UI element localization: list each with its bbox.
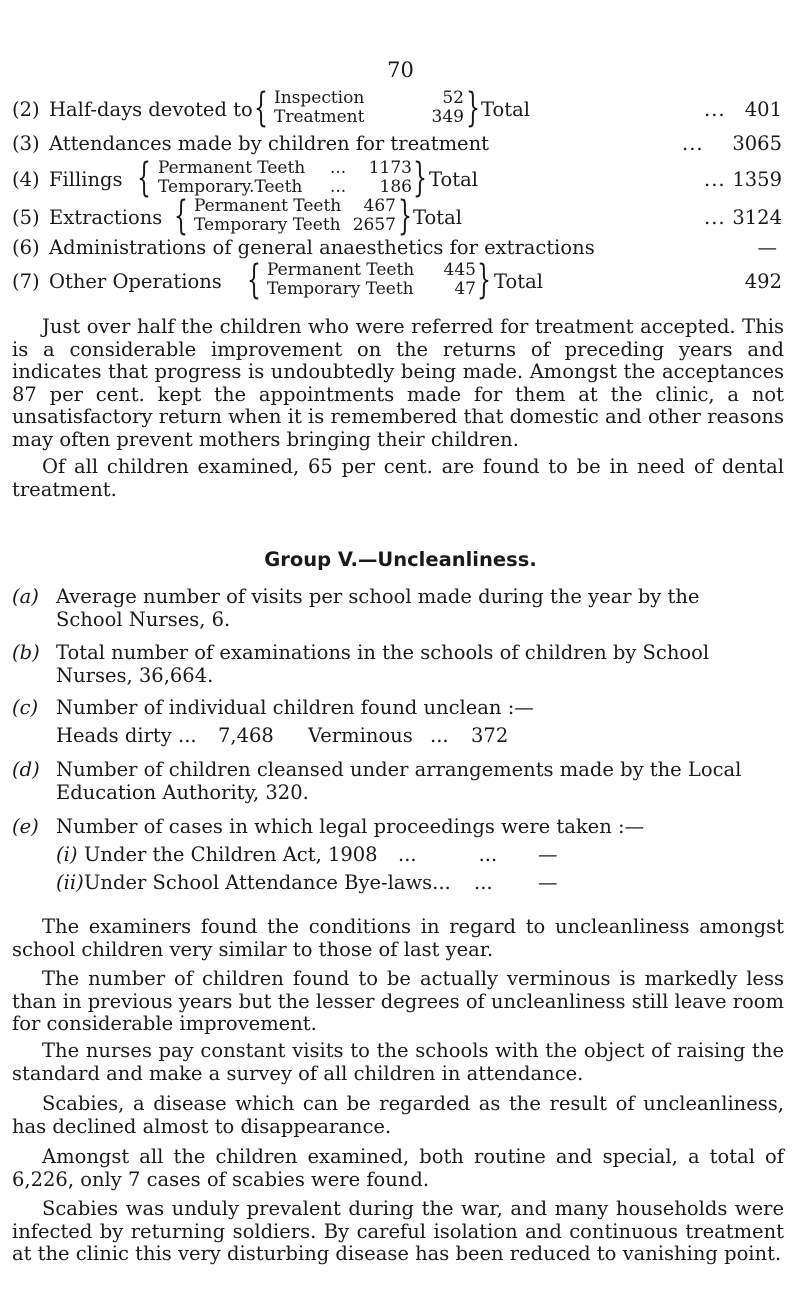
- table-row-fillings: [0, 155, 801, 201]
- row-label: Administrations of general anaesthetics for extractions: [49, 236, 595, 259]
- row-label: Other Operations: [49, 270, 222, 293]
- leader-dots: ...: [704, 206, 726, 229]
- item-text-cont: Nurses, 36,664.: [56, 664, 214, 687]
- right-brace: }: [466, 85, 480, 131]
- left-brace: {: [174, 193, 188, 239]
- paragraph-scabies-decline: Scabies, a disease which can be regarded as the result of uncleanliness, has declined almost to disappearance.: [12, 1092, 784, 1138]
- row-label: Half-days devoted to: [49, 98, 253, 121]
- sub-value-permanent: 445: [443, 260, 476, 280]
- sub-item-mark: (i): [56, 843, 78, 866]
- item-mark: (d): [12, 758, 40, 781]
- row-value: 3124: [732, 206, 782, 229]
- leader-dots: ...: [704, 168, 726, 191]
- sub-label-inspection: Inspection: [274, 88, 365, 108]
- leader-dots: ...: [682, 132, 704, 155]
- right-brace: }: [398, 193, 412, 239]
- page-number: 70: [387, 58, 414, 82]
- row-number: (2): [12, 98, 40, 121]
- row-value: —: [757, 236, 777, 259]
- left-brace: {: [247, 257, 261, 303]
- paragraph-verminous: The number of children found to be actually verminous is markedly less than in previous years but the lesser degrees of uncleanliness still leave room for considerable improvement.: [12, 967, 784, 1036]
- row-number: (4): [12, 168, 40, 191]
- sub-label-permanent: Permanent Teeth: [267, 260, 415, 280]
- sub-dots: ...: [330, 158, 347, 178]
- paragraph-scabies-war: Scabies was unduly prevalent during the war, and many households were infected by returning soldiers. By careful isolation and continuous treatment at the clinic this very disturbing disease has been reduced to vanishing point.: [12, 1197, 784, 1266]
- item-text: Number of children cleansed under arrangements made by the Local: [56, 758, 742, 781]
- paragraph-referrals: Just over half the children who were referred for treatment accepted. This is a considerable improvement on the returns of preceding years and indicates that progress is undoubtedly being made. Amongst the acceptances 87 per cent. kept the appointments made for them at the clinic, a not unsatisfactory return when it is remembered that domestic and other reasons may often prevent mothers bringing their children.: [12, 315, 784, 451]
- total-word: Total: [429, 168, 478, 191]
- leader-dots: ...: [704, 98, 726, 121]
- sub-value-inspection: 52: [442, 88, 464, 108]
- heads-dirty-value: 7,468: [218, 724, 274, 747]
- item-text: Number of individual children found unclean :—: [56, 696, 534, 719]
- item-text-cont: School Nurses, 6.: [56, 608, 231, 631]
- item-mark: (a): [12, 585, 39, 608]
- table-row-attendances: [0, 122, 801, 162]
- row-value: 492: [744, 270, 782, 293]
- sub-item-mark: (ii): [56, 871, 84, 894]
- verminous-dots: ...: [430, 724, 449, 747]
- paragraph-nurses: The nurses pay constant visits to the schools with the object of raising the standard and make a survey of all children in attendance.: [12, 1039, 784, 1085]
- sub-label-temporary: Temporary Teeth: [194, 215, 341, 235]
- sub-value-treatment: 349: [431, 107, 464, 127]
- sub-item-dots: ... ...: [398, 843, 498, 866]
- item-text-cont: Education Authority, 320.: [56, 781, 309, 804]
- sub-item-text: Under School Attendance Bye-laws...: [84, 871, 451, 894]
- item-mark: (e): [12, 815, 39, 838]
- sub-item-text: Under the Children Act, 1908: [84, 843, 378, 866]
- sub-label-treatment: Treatment: [274, 107, 365, 127]
- sub-item-value: —: [538, 871, 558, 894]
- heads-dirty-label: Heads dirty: [56, 724, 172, 747]
- row-number: (5): [12, 206, 40, 229]
- left-brace: {: [254, 85, 268, 131]
- row-number: (6): [12, 236, 40, 259]
- sub-label-temporary: Temporary.Teeth: [158, 177, 303, 197]
- item-text: Number of cases in which legal proceedings were taken :—: [56, 815, 645, 838]
- right-brace: }: [413, 155, 427, 201]
- row-value: 401: [744, 98, 782, 121]
- right-brace: }: [477, 257, 491, 303]
- paragraph-scabies-cases: Amongst all the children examined, both routine and special, a total of 6,226, only 7 cases of scabies were found.: [12, 1145, 784, 1191]
- sub-value-permanent: 1173: [368, 158, 412, 178]
- item-text: Average number of visits per school made during the year by the: [56, 585, 700, 608]
- paragraph-examiners: The examiners found the conditions in regard to uncleanliness amongst school children very similar to those of last year.: [12, 915, 784, 961]
- paragraph-need-of-treatment: Of all children examined, 65 per cent. are found to be in need of dental treatment.: [12, 455, 784, 501]
- sub-value-temporary: 186: [379, 177, 412, 197]
- sub-item-dots: ...: [474, 871, 493, 894]
- sub-dots: ...: [330, 177, 347, 197]
- left-brace: {: [137, 155, 151, 201]
- row-label: Attendances made by children for treatment: [49, 132, 489, 155]
- sub-label-permanent: Permanent Teeth: [194, 196, 342, 216]
- item-mark: (b): [12, 641, 40, 664]
- total-word: Total: [494, 270, 543, 293]
- section-heading: Group V.—Uncleanliness.: [264, 548, 537, 571]
- total-word: Total: [413, 206, 462, 229]
- verminous-label: Verminous: [308, 724, 413, 747]
- heads-dirty-dots: ...: [178, 724, 197, 747]
- item-mark: (c): [12, 696, 39, 719]
- row-number: (3): [12, 132, 40, 155]
- row-number: (7): [12, 270, 40, 293]
- sub-item-value: —: [538, 843, 558, 866]
- sub-label-temporary: Temporary Teeth: [267, 279, 414, 299]
- row-value: 3065: [732, 132, 782, 155]
- sub-value-permanent: 467: [363, 196, 396, 216]
- sub-label-permanent: Permanent Teeth: [158, 158, 306, 178]
- row-value: 1359: [732, 168, 782, 191]
- verminous-value: 372: [471, 724, 509, 747]
- sub-value-temporary: 2657: [352, 215, 396, 235]
- table-row-other-operations: [0, 257, 801, 303]
- total-word: Total: [481, 98, 530, 121]
- item-text: Total number of examinations in the schools of children by School: [56, 641, 710, 664]
- row-label: Extractions: [49, 206, 163, 229]
- sub-value-temporary: 47: [454, 279, 476, 299]
- row-label: Fillings: [49, 168, 123, 191]
